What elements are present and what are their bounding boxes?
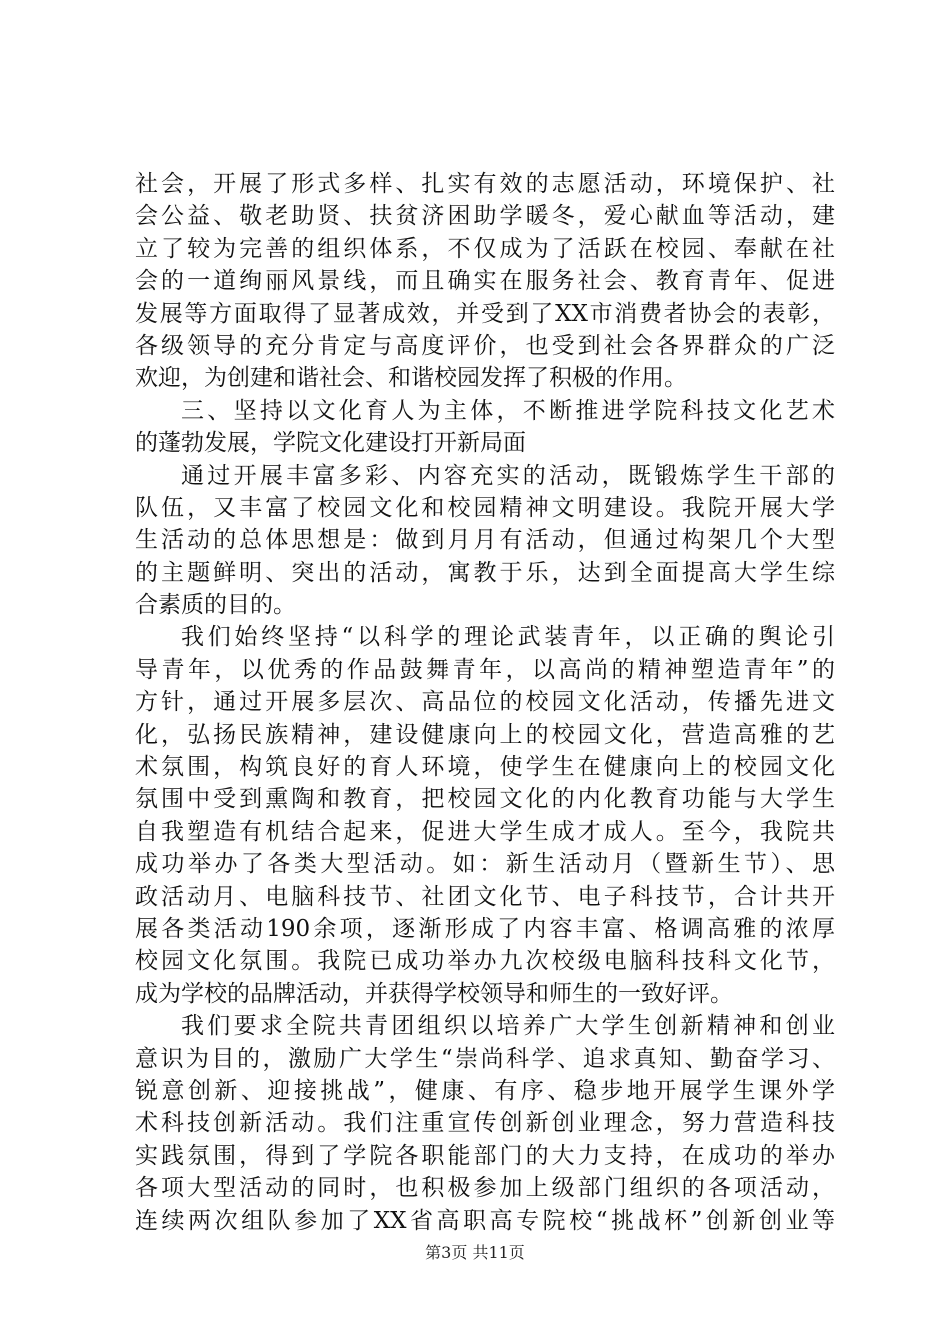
text-line: 成功举办了各类大型活动。如：新生活动月（暨新生节）、思 bbox=[135, 851, 835, 878]
text-line: 术氛围，构筑良好的育人环境，使学生在健康向上的校园文化 bbox=[135, 754, 835, 781]
text-line: 欢迎，为创建和谐社会、和谐校园发挥了积极的作用。 bbox=[135, 365, 687, 392]
text-line: 自我塑造有机结合起来，促进大学生成才成人。至今，我院共 bbox=[135, 818, 835, 845]
text-line: 氛围中受到熏陶和教育，把校园文化的内化教育功能与大学生 bbox=[135, 786, 835, 813]
text-line: 化，弘扬民族精神，建设健康向上的校园文化，营造高雅的艺 bbox=[135, 721, 835, 748]
text-line: 队伍，又丰富了校园文化和校园精神文明建设。我院开展大学 bbox=[135, 494, 835, 521]
text-line: 会公益、敬老助贤、扶贫济困助学暖冬，爱心献血等活动，建 bbox=[135, 203, 835, 230]
text-line: 意识为目的，激励广大学生“崇尚科学、追求真知、勤奋学习、 bbox=[135, 1045, 835, 1072]
text-line: 会的一道绚丽风景线，而且确实在服务社会、教育青年、促进 bbox=[135, 268, 835, 295]
text-line: 成为学校的品牌活动，并获得学校领导和师生的一致好评。 bbox=[135, 980, 733, 1007]
text-line: 方针，通过开展多层次、高品位的校园文化活动，传播先进文 bbox=[135, 689, 835, 716]
text-line: 各项大型活动的同时，也积极参加上级部门组织的各项活动， bbox=[135, 1175, 835, 1202]
text-line: 锐意创新、迎接挑战”，健康、有序、稳步地开展学生课外学 bbox=[135, 1077, 835, 1104]
text-line: 社会，开展了形式多样、扎实有效的志愿活动，环境保护、社 bbox=[135, 171, 835, 197]
text-line: 三、坚持以文化育人为主体，不断推进学院科技文化艺术 bbox=[181, 397, 835, 424]
text-line: 校园文化氛围。我院已成功举办九次校级电脑科技科文化节， bbox=[135, 948, 835, 975]
text-line: 实践氛围，得到了学院各职能部门的大力支持，在成功的举办 bbox=[135, 1142, 835, 1169]
text-line: 立了较为完善的组织体系，不仅成为了活跃在校园、奉献在社 bbox=[135, 235, 835, 262]
text-line: 各级领导的充分肯定与高度评价，也受到社会各界群众的广泛 bbox=[135, 332, 835, 359]
text-line: 的蓬勃发展，学院文化建设打开新局面 bbox=[135, 430, 526, 457]
text-line: 连续两次组队参加了XX省高职高专院校“挑战杯”创新创业等 bbox=[135, 1207, 835, 1234]
text-line: 导青年，以优秀的作品鼓舞青年，以高尚的精神塑造青年”的 bbox=[135, 656, 835, 683]
text-line: 展各类活动190余项，逐渐形成了内容丰富、格调高雅的浓厚 bbox=[135, 915, 835, 942]
text-line: 我们要求全院共青团组织以培养广大学生创新精神和创业 bbox=[181, 1013, 835, 1040]
document-body bbox=[135, 168, 835, 1237]
page-footer: 第3页 共11页 bbox=[425, 1243, 525, 1262]
text-line: 生活动的总体思想是：做到月月有活动，但通过构架几个大型 bbox=[135, 527, 835, 554]
text-line: 术科技创新活动。我们注重宣传创新创业理念，努力营造科技 bbox=[135, 1110, 835, 1137]
text-line: 通过开展丰富多彩、内容充实的活动，既锻炼学生干部的 bbox=[181, 462, 835, 489]
text-line: 发展等方面取得了显著成效，并受到了XX市消费者协会的表彰， bbox=[135, 300, 835, 327]
text-line: 我们始终坚持“以科学的理论武装青年，以正确的舆论引 bbox=[181, 624, 835, 651]
text-line: 的主题鲜明、突出的活动，寓教于乐，达到全面提高大学生综 bbox=[135, 559, 835, 586]
text-line: 合素质的目的。 bbox=[135, 592, 296, 619]
text-line: 政活动月、电脑科技节、社团文化节、电子科技节，合计共开 bbox=[135, 883, 835, 910]
